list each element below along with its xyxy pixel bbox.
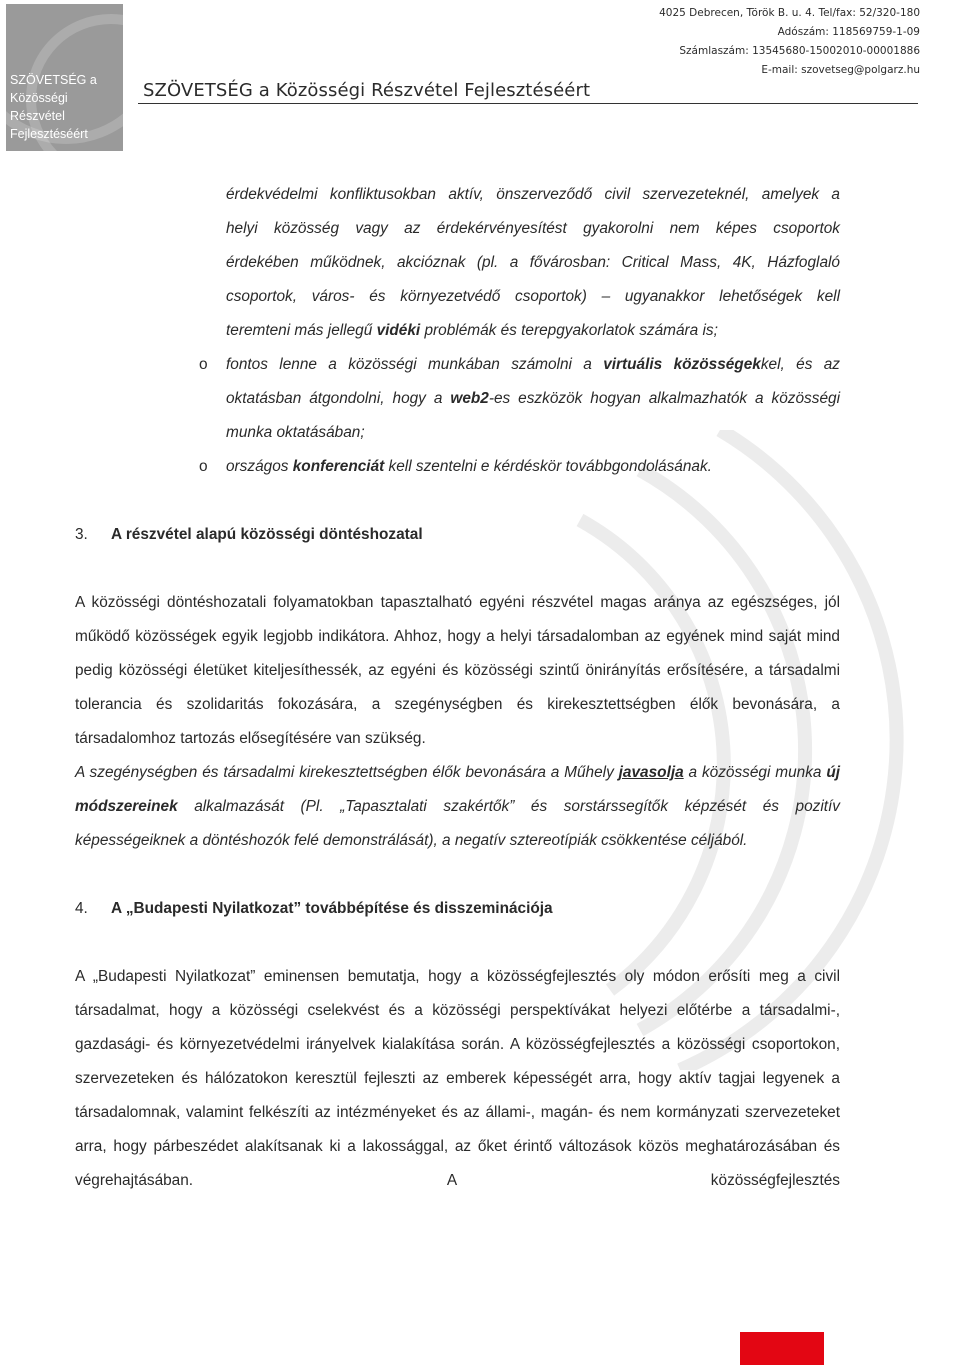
bullet-line: érdekvédelmi konfliktusokban aktív, önszerveződő civil szervezeteknél, amelyek a xyxy=(226,186,840,203)
text-run: kell szentelni e kérdéskör továbbgondolásának. xyxy=(384,458,712,475)
document-body xyxy=(75,178,840,1198)
bullet-text xyxy=(226,348,840,450)
page-tab-marker xyxy=(740,1332,824,1365)
section-number: 4. xyxy=(75,900,88,917)
logo-line-1: SZÖVETSÉG a xyxy=(10,73,97,87)
organization-name: SZÖVETSÉG a Közösségi Részvétel Fejlesztéséért xyxy=(143,80,591,101)
text-run: problémák és terepgyakorlatok számára is; xyxy=(420,322,718,339)
text-run: kel, és az oktatásban átgondolni, hogy a xyxy=(226,356,841,407)
emphasis: új módszereinek xyxy=(75,764,840,815)
paragraph xyxy=(75,756,840,858)
logo-text xyxy=(10,71,123,143)
bullet-marker: o xyxy=(199,458,208,475)
bullet-item xyxy=(75,450,840,484)
text-run: -es eszközök hogyan alkalmazhatók a közösségi munka oktatásában; xyxy=(226,390,840,441)
bullet-continuation xyxy=(75,178,840,348)
text-run: a közösségi munka xyxy=(683,764,827,781)
header-divider xyxy=(138,103,918,104)
section-number: 3. xyxy=(75,526,88,543)
contact-info xyxy=(659,4,920,80)
section-title: A részvétel alapú közösségi döntéshozatal xyxy=(111,526,423,543)
bullet-text xyxy=(226,450,840,484)
logo-line-3: Fejlesztéséért xyxy=(10,127,88,141)
email-line: E-mail: szovetseg@polgarz.hu xyxy=(761,64,920,76)
section-heading xyxy=(75,518,840,552)
emphasis: virtuális közösségek xyxy=(603,356,761,373)
emphasis: web2 xyxy=(450,390,489,407)
text-run: országos xyxy=(226,458,293,475)
bullet-line: helyi közösség vagy az érdekérvényesítést gyakorolni nem képes csoportok xyxy=(226,220,840,237)
organization-logo xyxy=(6,4,123,151)
emphasis: vidéki xyxy=(376,322,421,339)
bullet-line: csoportok, város- és környezetvédő csoportok) – ugyanakkor lehetőségek kell xyxy=(226,288,840,305)
text-run: alkalmazását (Pl. „Tapasztalati szakértők” és sorstárssegítők képzését és pozitív képességeiknek a döntéshozók felé demonstrálását), a negatív sztereotípiák csökkentése céljából. xyxy=(75,798,840,849)
paragraph: A közösségi döntéshozatali folyamatokban tapasztalható egyéni részvétel magas aránya az egészséges, jól működő közösségek egyik legjobb indikátora. Ahhoz, hogy a helyi társadalomban az egyének mind saját mind pedig közösségi életüket kiteljesíthessék, az egyéni és közösségi szintű önirányítás erősítésére, a társadalmi tolerancia és szolidaritás fokozására, a szegénységben és kirekesztettségben élők bevonására, a társadalomhoz tartozás elősegítésére van szükség. xyxy=(75,594,840,747)
bullet-line: érdekében működnek, akcióznak (pl. a fővárosban: Critical Mass, 4K, Házfoglaló xyxy=(226,254,840,271)
bank-account: Számlaszám: 13545680-15002010-00001886 xyxy=(679,45,920,57)
bullet-marker: o xyxy=(199,356,208,373)
text-run: teremteni más jellegű xyxy=(226,322,377,339)
emphasis: javasolja xyxy=(618,764,684,781)
logo-line-2: Közösségi Részvétel xyxy=(10,91,68,123)
address-line: 4025 Debrecen, Török B. u. 4. Tel/fax: 52/320-180 xyxy=(659,7,920,19)
tax-number: Adószám: 118569759-1-09 xyxy=(777,26,920,38)
text-run: A szegénységben és társadalmi kirekesztettségben élők bevonására a Műhely xyxy=(75,764,619,781)
section-title: A „Budapesti Nyilatkozat” továbbépítése és disszeminációja xyxy=(111,900,553,917)
bullet-item xyxy=(75,348,840,450)
paragraph: A „Budapesti Nyilatkozat” eminensen bemutatja, hogy a közösségfejlesztés oly módon erősíti meg a civil társadalmat, hogy a közösségi cselekvést és a közösségi perspektívákat helyezi előtérbe a társadalmi-, gazdasági- és környezetvédelmi irányelvek kialakítása során. A közösségfejlesztés a közösségi csoportokon, szervezeteken és hálózatokon keresztül fejleszti az emberek képességét arra, hogy aktív tagjai legyenek a társadalomnak, valamint felkészíti az intézményeket és az állami-, magán- és nem kormányzati szervezeteket arra, hogy párbeszédet alakítsanak ki a lakossággal, az őket érintő változások közös meghatározásában és végrehajtásában. A közösségfejlesztés xyxy=(75,968,840,1189)
emphasis: konferenciát xyxy=(292,458,385,475)
bullet-line xyxy=(226,314,840,348)
text-run: fontos lenne a közösségi munkában számolni a xyxy=(226,356,604,373)
section-heading xyxy=(75,892,840,926)
